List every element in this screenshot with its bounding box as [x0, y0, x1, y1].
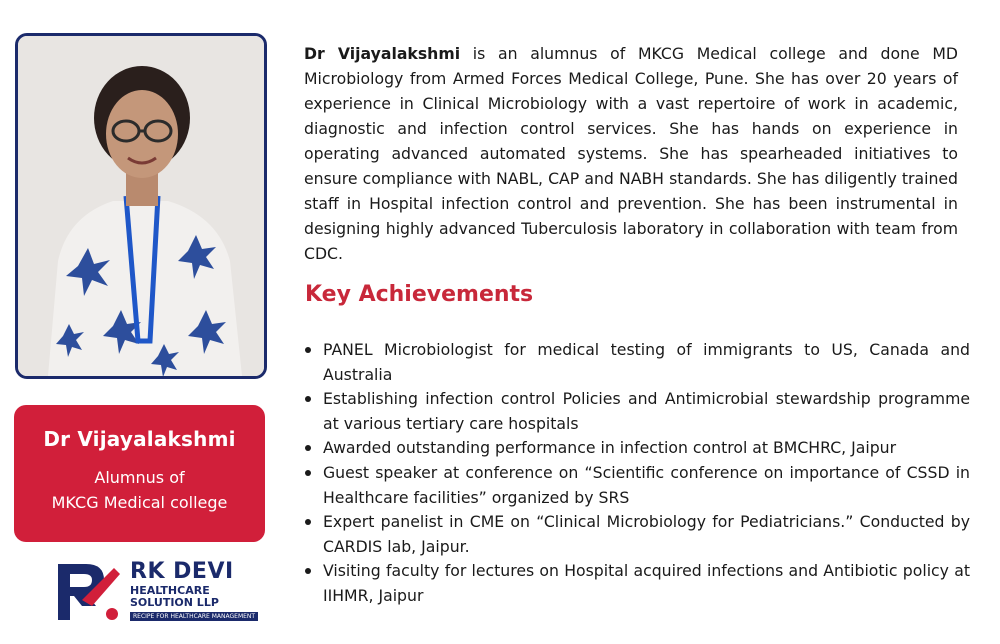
profile-subtitle	[14, 465, 265, 515]
logo-tagline: RECIPE FOR HEALTHCARE MANAGEMENT	[130, 612, 258, 621]
profile-photo	[15, 33, 267, 379]
logo-line3: SOLUTION LLP	[130, 596, 219, 609]
achievement-item: PANEL Microbiologist for medical testing of immigrants to US, Canada and Australia	[303, 338, 970, 387]
company-logo	[52, 559, 256, 624]
rk-logo-icon	[52, 560, 122, 624]
achievement-item: Guest speaker at conference on “Scientific conference on importance of CSSD in Healthcare facilities” organized by SRS	[303, 461, 970, 510]
achievement-item: Establishing infection control Policies and Antimicrobial stewardship programme at various tertiary care hospitals	[303, 387, 970, 436]
bio-name: Dr Vijayalakshmi	[304, 44, 461, 63]
person-portrait-icon	[18, 36, 264, 376]
logo-line2: HEALTHCARE	[130, 584, 210, 597]
profile-subtitle-line1: Alumnus of	[94, 468, 185, 487]
name-card	[14, 405, 265, 542]
logo-title: RK DEVI	[130, 559, 234, 584]
achievements-list	[303, 338, 970, 609]
bio-paragraph	[304, 41, 958, 266]
achievement-item: Expert panelist in CME on “Clinical Microbiology for Pediatricians.” Conducted by CARDIS lab, Jaipur.	[303, 510, 970, 559]
profile-subtitle-line2: MKCG Medical college	[51, 493, 228, 512]
bio-text: is an alumnus of MKCG Medical college and done MD Microbiology from Armed Forces Medical College, Pune. She has over 20 years of experience in Clinical Microbiology with a vast repertoire of work in academic, diagnostic and infection control services. She has hands on experience in operating advanced automated systems. She has spearheaded initiatives to ensure compliance with NABL, CAP and NABH standards. She has diligently trained staff in Hospital infection control and prevention. She has been instrumental in designing highly advanced Tuberculosis laboratory in collaboration with team from CDC.	[304, 44, 958, 263]
achievement-item: Visiting faculty for lectures on Hospital acquired infections and Antibiotic policy at IIHMR, Jaipur	[303, 559, 970, 608]
achievements-heading: Key Achievements	[305, 282, 534, 307]
profile-name: Dr Vijayalakshmi	[43, 427, 236, 451]
achievement-item: Awarded outstanding performance in infection control at BMCHRC, Jaipur	[303, 436, 970, 461]
